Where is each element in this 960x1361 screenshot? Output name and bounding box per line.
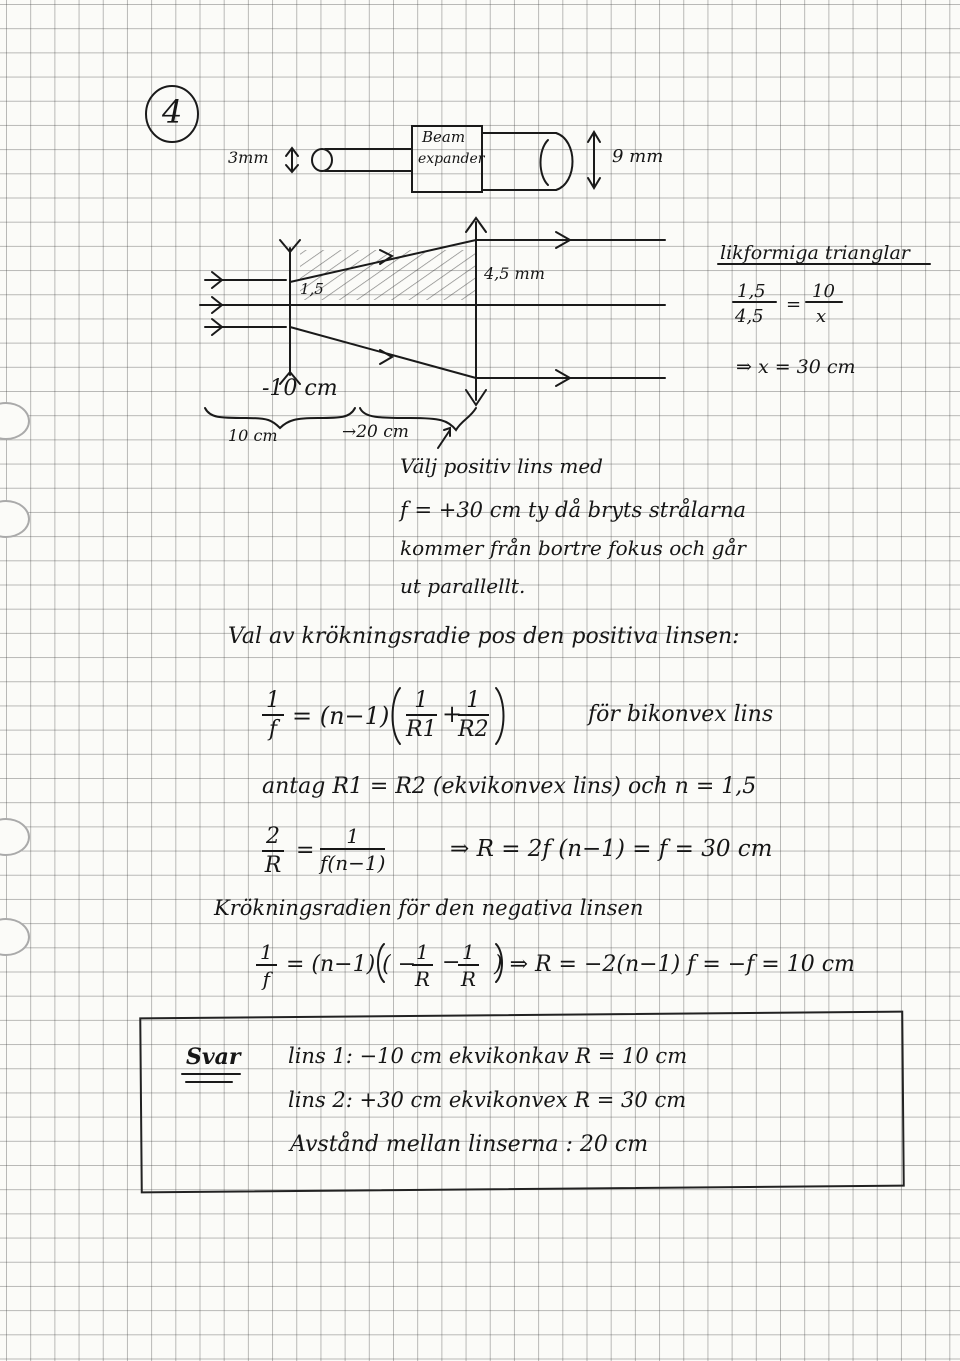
half-height-large: 4,5 mm [484,264,545,283]
triangle-ratio-den-1: 4,5 [735,306,764,327]
distance-label-2: →20 cm [342,422,409,442]
triangle-ratio-num-1: 1,5 [737,281,766,302]
negative-term-1: $\frac{1}{R}$ [412,942,433,989]
negative-term-2: $\frac{1}{R}$ [458,942,479,989]
lensmaker-mid: = (n−1) [292,702,390,730]
negative-mid: = (n−1) ( − [286,952,417,977]
beam-expander-label-1: Beam [422,128,466,146]
answer-lens-1: lins 1: −10 cm ekvikonkav R = 10 cm [288,1044,688,1068]
problem-number: 4 [162,93,183,131]
lensmaker-term-1: $\frac{1}{R1}$ [406,688,437,742]
assumption-line: antag R1 = R2 (ekvikonvex lins) och n = 1,5 [262,774,757,799]
negative-heading: Krökningsradien för den negativa linsen [214,896,644,920]
double-arrow-icon [286,148,298,172]
lensmaker-note: för bikonvex lins [588,702,774,727]
choice-line-1: Välj positiv lins med [400,454,603,478]
lensmaker-term-2: $\frac{1}{R2}$ [458,688,489,742]
negative-lhs: $\frac{1}{f}$ [256,942,277,989]
answer-distance: Avstånd mellan linserna : 20 cm [290,1132,649,1157]
negative-result: ) ⇒ R = −2(n−1) f = −f = 10 cm [494,952,855,977]
triangle-ratio-num-2: 10 [812,281,835,302]
choice-line-4: ut parallellt. [400,574,526,598]
lensmaker-lhs: $\frac{1}{f}$ [262,690,284,741]
choice-line-2: f = +30 cm ty då bryts strålarna [400,498,747,522]
solve-rhs: $\frac{1}{f(n-1)}$ [320,824,386,875]
similar-triangles-heading: likformiga trianglar [720,242,910,264]
focal-length-negative: -10 cm [262,376,338,401]
distance-label-1: 10 cm [228,426,278,445]
triangle-result: ⇒ x = 30 cm [736,356,856,378]
triangle-ratio-den-2: x [816,306,827,327]
answer-lens-2: lins 2: +30 cm ekvikonvex R = 30 cm [288,1088,687,1112]
solve-equals: = [296,838,315,863]
double-arrow-icon [588,132,600,188]
lensmaker-plus: + [442,700,463,728]
negative-minus: − [442,950,461,975]
answer-label: Svar [186,1044,241,1070]
beam-out-label: 9 mm [612,146,664,167]
triangle-equals: = [786,294,802,315]
curvature-heading: Val av krökningsradie pos den positiva linsen: [228,624,740,649]
solve-lhs: $\frac{2}{R}$ [262,826,284,877]
solve-result: ⇒ R = 2f (n−1) = f = 30 cm [450,836,773,862]
half-height-small: 1,5 [300,280,324,298]
choice-line-3: kommer från bortre fokus och går [400,536,746,560]
beam-expander-label-2: expander [418,151,485,167]
beam-in-label: 3mm [228,148,269,167]
